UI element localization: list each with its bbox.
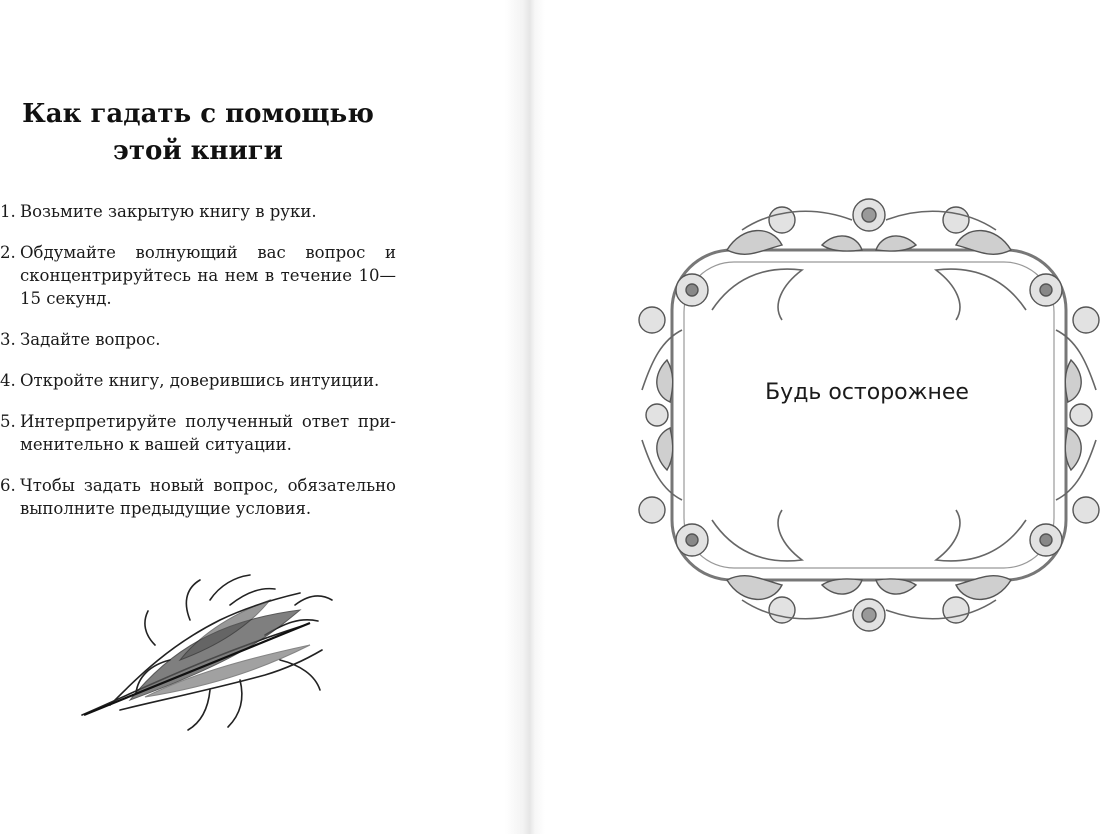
step-number: 6. bbox=[0, 476, 16, 495]
step-number: 3. bbox=[0, 330, 16, 349]
left-page[interactable] bbox=[0, 0, 520, 834]
instruction-step bbox=[0, 410, 396, 456]
instruction-step bbox=[0, 328, 396, 351]
title-line-1: Как гадать с помощью bbox=[22, 99, 374, 129]
step-text: Задайте вопрос. bbox=[20, 330, 161, 349]
step-text: Возьмите закрытую книгу в руки. bbox=[20, 202, 317, 221]
step-text: Интерпретируйте полученный ответ применительно к вашей ситуации. bbox=[20, 412, 396, 454]
step-number: 1. bbox=[0, 202, 16, 221]
floral-frame-icon bbox=[632, 190, 1105, 640]
answer-text: Будь осторожнее bbox=[765, 380, 969, 405]
page-title bbox=[0, 96, 396, 170]
step-text: Обдумайте волнующий вас вопрос и сконцентрируйтесь на нем в течение 10—15 секунд. bbox=[20, 243, 396, 308]
title-line-2: этой книги bbox=[113, 136, 283, 166]
instruction-step bbox=[0, 474, 396, 520]
instruction-step bbox=[0, 200, 396, 223]
book-gutter bbox=[505, 0, 545, 834]
feather-icon bbox=[70, 565, 340, 740]
step-number: 4. bbox=[0, 371, 16, 390]
instruction-step bbox=[0, 369, 396, 392]
step-number: 5. bbox=[0, 412, 16, 431]
instruction-step bbox=[0, 241, 396, 310]
step-number: 2. bbox=[0, 243, 16, 262]
step-text: Откройте книгу, доверившись интуиции. bbox=[20, 371, 380, 390]
instruction-list bbox=[0, 200, 396, 538]
step-text: Чтобы задать новый вопрос, обязательно выполните предыдущие условия. bbox=[20, 476, 396, 518]
